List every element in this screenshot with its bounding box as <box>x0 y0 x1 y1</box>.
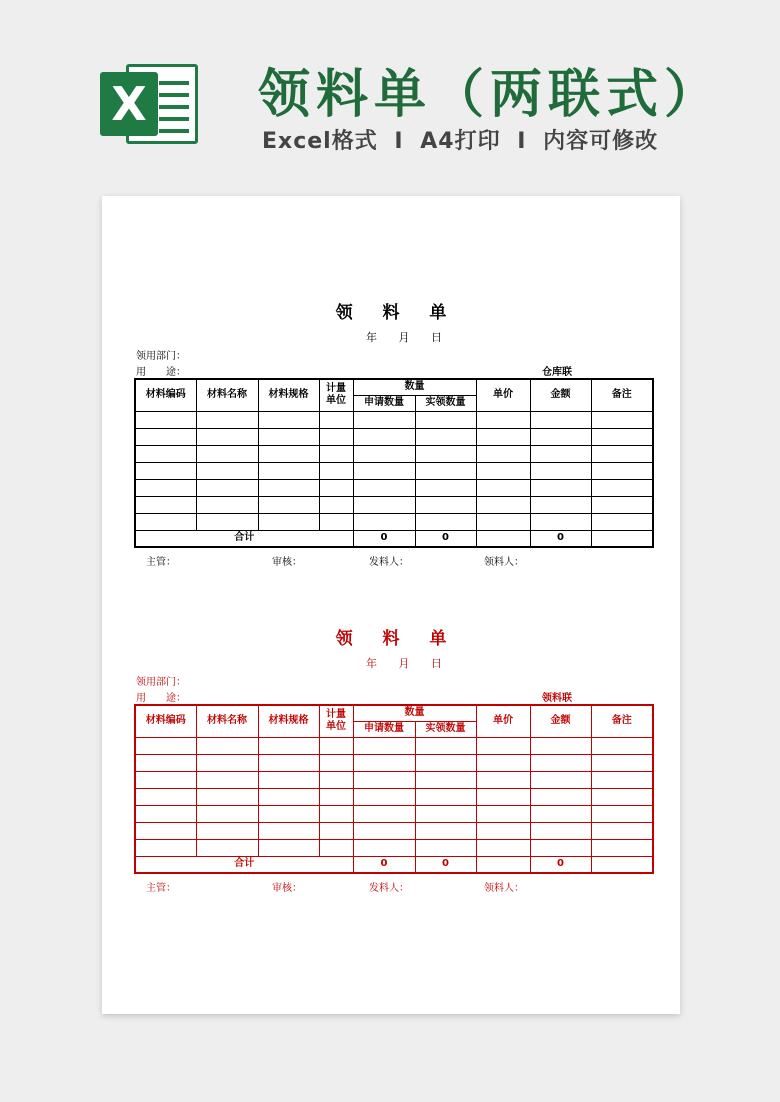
use-label: 用 途： <box>136 367 186 378</box>
col-header-unit: 计量单位 <box>319 379 353 411</box>
form-title: 领 料 单 <box>335 303 459 323</box>
subtitle-editable: 内容可修改 <box>543 129 659 154</box>
total-label: 合计 <box>135 530 353 547</box>
col-header-code: 材料编码 <box>135 705 196 737</box>
col-header-name: 材料名称 <box>196 379 258 411</box>
col-header-unit: 计量单位 <box>319 705 353 737</box>
total-label: 合计 <box>135 856 353 873</box>
col-header-amount: 金额 <box>530 379 591 411</box>
table-row <box>135 411 653 428</box>
sign-receiver: 领料人： <box>484 557 524 568</box>
col-header-qty: 数量 <box>353 379 476 395</box>
excel-icon <box>100 58 200 148</box>
col-header-spec: 材料规格 <box>258 705 319 737</box>
sign-reviewer: 审核： <box>272 883 302 894</box>
form-date <box>366 655 460 671</box>
subtitle-separator: I <box>517 129 527 154</box>
subtitle-print: A4打印 <box>420 129 501 154</box>
total-amount: 0 <box>530 856 591 873</box>
col-header-code: 材料编码 <box>135 379 196 411</box>
col-header-price: 单价 <box>476 379 530 411</box>
copy-label: 领料联 <box>542 693 572 704</box>
table-row <box>135 822 653 839</box>
sign-supervisor: 主管： <box>146 883 176 894</box>
col-header-note: 备注 <box>591 379 653 411</box>
total-amount: 0 <box>530 530 591 547</box>
page-title: 领料单（两联式） <box>258 65 723 125</box>
table-row <box>135 428 653 445</box>
col-header-req-qty: 申请数量 <box>353 395 415 411</box>
col-header-amount: 金额 <box>530 705 591 737</box>
col-header-note: 备注 <box>591 705 653 737</box>
total-req-qty: 0 <box>353 530 415 547</box>
col-header-act-qty: 实领数量 <box>415 721 476 737</box>
dept-label: 领用部门： <box>136 351 186 362</box>
table-row <box>135 496 653 513</box>
total-row <box>135 530 653 547</box>
form-date <box>366 329 460 345</box>
document-paper <box>102 196 680 1014</box>
table-row <box>135 513 653 530</box>
table-row <box>135 771 653 788</box>
table-row <box>135 445 653 462</box>
col-header-name: 材料名称 <box>196 705 258 737</box>
total-act-qty: 0 <box>415 856 476 873</box>
dept-label: 领用部门： <box>136 677 186 688</box>
requisition-table <box>134 704 654 874</box>
table-row <box>135 839 653 856</box>
table-row <box>135 788 653 805</box>
sign-issuer: 发料人： <box>369 557 409 568</box>
subtitle-format: Excel格式 <box>262 129 378 154</box>
col-header-qty: 数量 <box>353 705 476 721</box>
col-header-req-qty: 申请数量 <box>353 721 415 737</box>
table-row <box>135 479 653 496</box>
use-label: 用 途： <box>136 693 186 704</box>
excel-badge: X <box>100 72 158 136</box>
requisition-table <box>134 378 654 548</box>
date-day: 日 <box>431 657 442 670</box>
sign-supervisor: 主管： <box>146 557 176 568</box>
total-req-qty: 0 <box>353 856 415 873</box>
form-title: 领 料 单 <box>335 629 459 649</box>
date-month: 月 <box>398 331 410 344</box>
sign-reviewer: 审核： <box>272 557 302 568</box>
table-row <box>135 737 653 754</box>
sign-issuer: 发料人： <box>369 883 409 894</box>
date-month: 月 <box>398 657 410 670</box>
page-subtitle <box>262 124 658 155</box>
col-header-spec: 材料规格 <box>258 379 319 411</box>
total-act-qty: 0 <box>415 530 476 547</box>
date-year: 年 <box>366 657 377 670</box>
date-year: 年 <box>366 331 377 344</box>
col-header-price: 单价 <box>476 705 530 737</box>
table-row <box>135 754 653 771</box>
subtitle-separator: I <box>394 129 404 154</box>
sign-receiver: 领料人： <box>484 883 524 894</box>
table-row <box>135 805 653 822</box>
date-day: 日 <box>431 331 442 344</box>
col-header-act-qty: 实领数量 <box>415 395 476 411</box>
table-row <box>135 462 653 479</box>
copy-label: 仓库联 <box>542 367 572 378</box>
total-row <box>135 856 653 873</box>
